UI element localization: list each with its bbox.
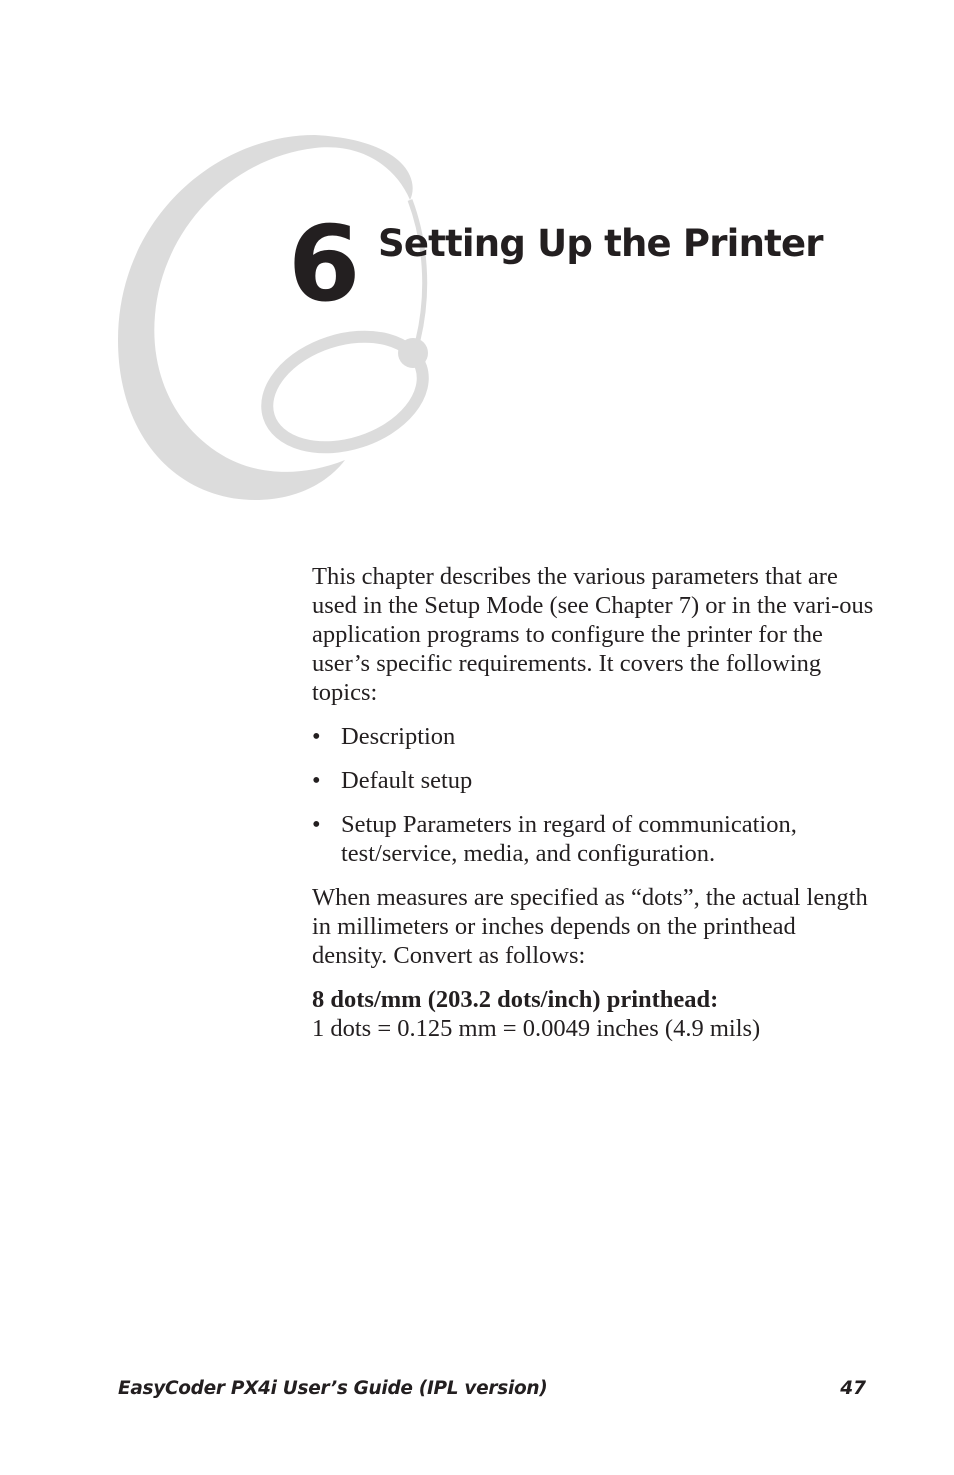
printhead-heading: 8 dots/mm (203.2 dots/inch) printhead: <box>312 986 719 1013</box>
ornament-dot <box>398 338 428 368</box>
topic-item <box>312 810 877 868</box>
chapter-body <box>312 562 877 1058</box>
printhead-conversion: 1 dots = 0.125 mm = 0.0049 inches (4.9 mils) <box>312 1015 761 1042</box>
ornament-large-ring <box>118 135 413 500</box>
printhead-block <box>312 985 877 1043</box>
bullet-marker: • <box>312 811 321 838</box>
topic-item <box>312 766 877 795</box>
topic-label: Description <box>341 723 456 750</box>
ornament-right-arc <box>410 200 425 340</box>
chapter-title: Setting Up the Printer <box>378 222 823 265</box>
topic-label: Default setup <box>341 767 473 794</box>
chapter-number: 6 <box>288 203 359 325</box>
chapter-ornament-graphic <box>0 0 954 600</box>
topic-item <box>312 722 877 751</box>
topics-list <box>312 722 877 868</box>
topic-label: Setup Parameters in regard of communication, test/service, media, and configuration. <box>341 811 797 867</box>
measures-paragraph: When measures are specified as “dots”, the actual length in millimeters or inches depends on the printhead density. Convert as follows: <box>312 884 868 969</box>
footer-page-number: 47 <box>840 1378 866 1399</box>
bullet-marker: • <box>312 767 321 794</box>
footer-guide-title: EasyCoder PX4i User’s Guide (IPL version) <box>118 1378 548 1399</box>
intro-paragraph: This chapter describes the various parameters that are used in the Setup Mode (see Chapter 7) or in the vari-ous application programs to configure the printer for the user’s specific requirements. It covers the following topics: <box>312 563 874 706</box>
bullet-marker: • <box>312 723 321 750</box>
